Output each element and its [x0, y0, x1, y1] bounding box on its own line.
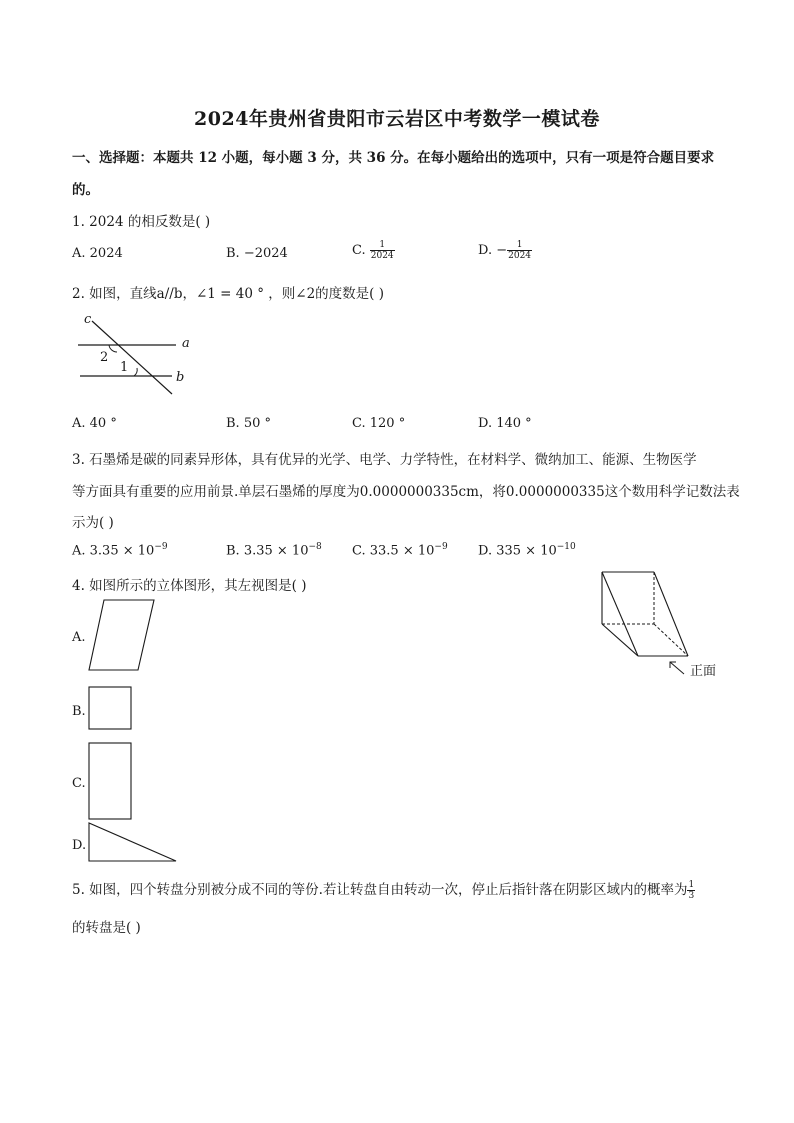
q1-option-c-fraction — [370, 240, 395, 261]
q3-option-a-exponent: −9 — [154, 542, 168, 552]
q3-option-d-exponent: −10 — [556, 542, 576, 552]
q1-option-a: A. 2024 — [72, 246, 123, 261]
q3-option-a-base: A. 3.35 × 10 — [72, 543, 155, 559]
fraction-numerator: 1 — [688, 880, 695, 890]
section-heading-line1: 一、选择题：本题共 12 小题，每小题 3 分，共 36 分。在每小题给出的选项中，只有一项是符合题目要求 — [72, 150, 715, 166]
q3-option-c — [352, 542, 448, 558]
section-heading-line2: 的。 — [72, 182, 99, 198]
q5-stem-line2: 的转盘是( ) — [72, 920, 141, 936]
q2-option-c: C. 120 ° — [352, 416, 406, 431]
fraction-denominator: 2024 — [370, 251, 394, 261]
q2-option-b: B. 50 ° — [226, 416, 271, 431]
q4-option-a-label: A. — [72, 630, 86, 645]
q2-option-d: D. 140 ° — [478, 416, 532, 431]
q2-figure — [72, 312, 202, 402]
exam-title: 2024年贵州省贵阳市云岩区中考数学一模试卷 — [194, 108, 600, 130]
q3-option-b-base: B. 3.35 × 10 — [226, 543, 309, 559]
q3-option-d — [478, 542, 576, 558]
q4-option-d-triangle — [88, 822, 180, 864]
label-line-b: b — [176, 370, 185, 385]
q3-stem-line3: 示为( ) — [72, 515, 114, 531]
front-view-label: 正面 — [690, 664, 717, 679]
q1-option-d-fraction — [507, 240, 532, 261]
q4-option-b-square — [88, 686, 134, 732]
label-line-a: a — [182, 336, 190, 351]
fraction-numerator: 1 — [370, 240, 395, 251]
fraction-denominator: 2024 — [508, 251, 532, 261]
q4-option-d-label: D. — [72, 838, 87, 853]
fraction-numerator: 1 — [507, 240, 532, 251]
q5-stem-text: 5. 如图，四个转盘分别被分成不同的等份.若让转盘自由转动一次，停止后指针落在阴影区域内的概率为 — [72, 882, 688, 898]
q3-stem-line2: 等方面具有重要的应用前景.单层石墨烯的厚度为0.0000000335cm，将0.0000000335这个数用科学记数法表 — [72, 484, 740, 500]
q1-option-b: B. −2024 — [226, 246, 288, 261]
q5-probability-fraction — [687, 880, 695, 901]
q1-option-d — [478, 240, 532, 261]
q1-stem: 1. 2024 的相反数是( ) — [72, 214, 211, 230]
fraction-denominator: 3 — [688, 891, 695, 901]
q4-stem: 4. 如图所示的立体图形，其左视图是( ) — [72, 578, 307, 594]
q2-option-a: A. 40 ° — [72, 416, 117, 431]
q3-option-a — [72, 542, 168, 558]
q4-option-a-parallelogram — [88, 598, 158, 672]
q3-option-c-base: C. 33.5 × 10 — [352, 543, 435, 559]
q3-option-d-base: D. 335 × 10 — [478, 543, 557, 559]
label-angle-1: 1 — [120, 360, 129, 375]
q4-option-c-rectangle — [88, 742, 134, 822]
label-angle-2: 2 — [100, 350, 109, 365]
parallel-lines-diagram — [72, 312, 202, 402]
q4-option-c-label: C. — [72, 776, 86, 791]
q3-option-b-exponent: −8 — [308, 542, 322, 552]
q3-option-c-exponent: −9 — [434, 542, 448, 552]
q4-option-b-label: B. — [72, 704, 86, 719]
q3-stem-line1: 3. 石墨烯是碳的同素异形体，具有优异的光学、电学、力学特性，在材料学、微纳加工、能源、生物医学 — [72, 452, 697, 468]
q1-option-c — [352, 240, 395, 261]
q4-solid-figure — [598, 568, 728, 683]
q2-stem: 2. 如图，直线a//b，∠1 = 40 ° ，则∠2的度数是( ) — [72, 286, 384, 302]
q1-option-c-prefix: C. — [352, 243, 370, 258]
label-line-c: c — [84, 312, 92, 327]
q5-stem-line1 — [72, 878, 695, 901]
q3-option-b — [226, 542, 322, 558]
q1-option-d-prefix: D. − — [478, 243, 508, 258]
